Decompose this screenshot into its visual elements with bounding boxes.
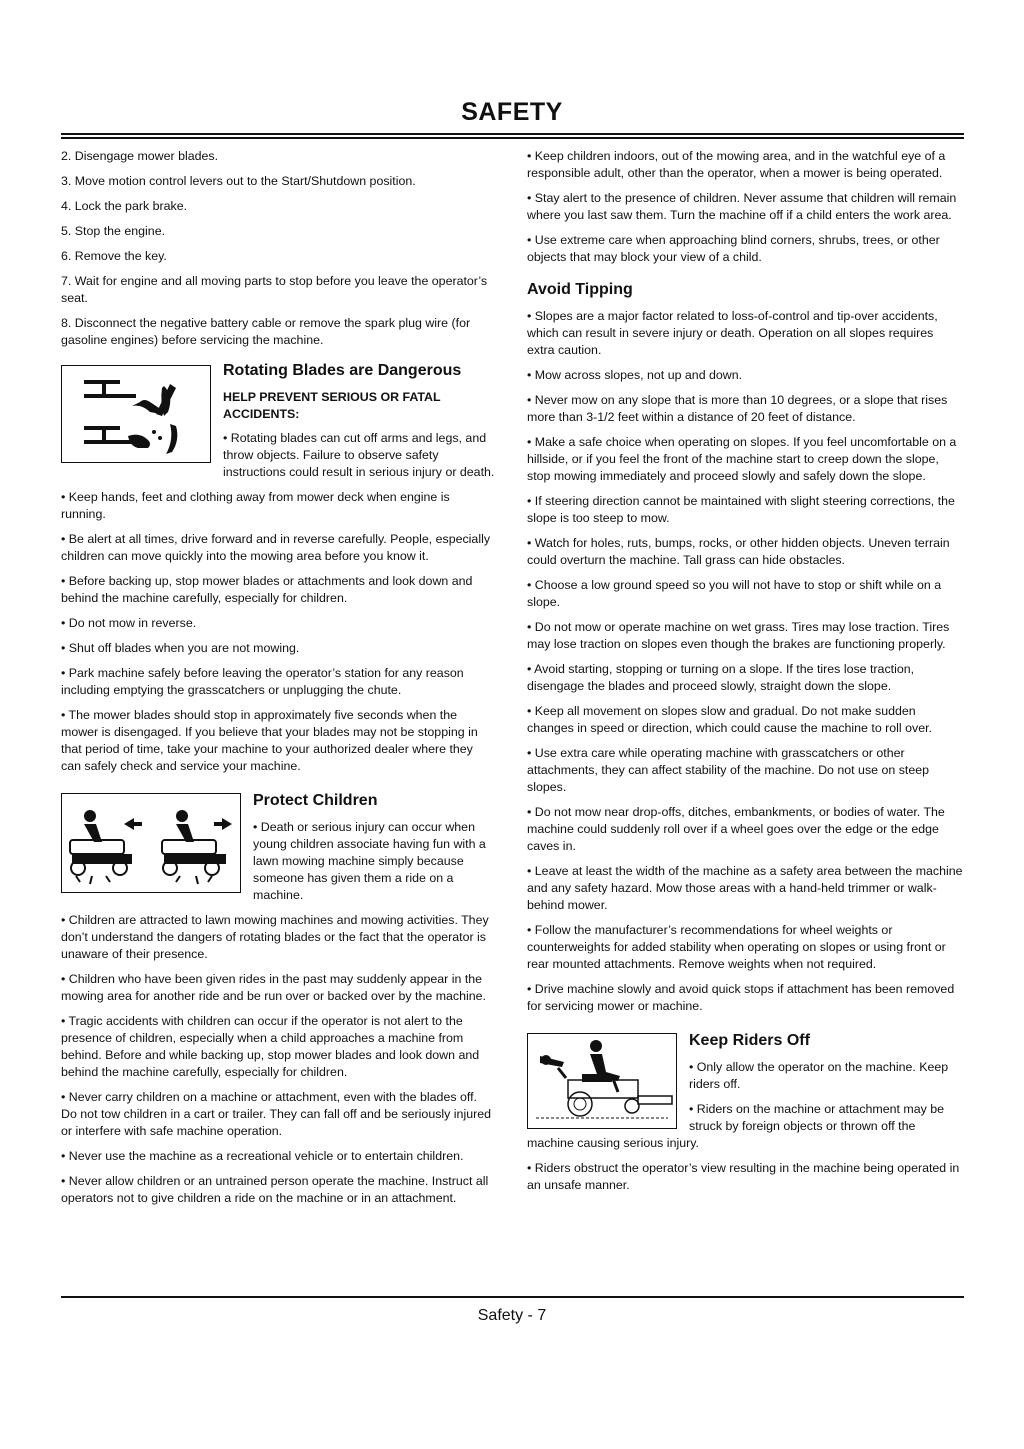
list-item: • Keep children indoors, out of the mowing area, and in the watchful eye of a responsible adult, other than the operator, when a mower is being operated. bbox=[527, 149, 946, 180]
list-item: • Do not mow or operate machine on wet grass. Tires may lose traction. Tires may lose traction on slopes even though the brakes are functioning properly. bbox=[527, 620, 950, 651]
list-item: • The mower blades should stop in approximately five seconds when the mower is disengaged. If you believe that your blades may not be stopping in that period of time, take your machine to your authorized dealer where they can safely check and service your machine. bbox=[61, 708, 478, 773]
list-item: • Drive machine slowly and avoid quick stops if attachment has been removed for servicing mower or machine. bbox=[527, 982, 955, 1013]
list-item: • Use extra care while operating machine with grasscatchers or other attachments, they can affect stability of the machine. Do not use on steep slopes. bbox=[527, 746, 930, 794]
list-item: • Only allow the operator on the machine. Keep riders off. bbox=[689, 1060, 949, 1091]
list-item: • Follow the manufacturer’s recommendations for wheel weights or counterweights for added stability when operating on slopes or using front or rear mounted attachments. Remove weights when not required. bbox=[527, 923, 946, 971]
list-item: • Keep all movement on slopes slow and gradual. Do not make sudden changes in speed or direction, which could cause the machine to roll over. bbox=[527, 704, 932, 735]
rotating-blades-hazard-icon bbox=[61, 365, 211, 463]
section-title-riders: Keep Riders Off bbox=[689, 1032, 810, 1049]
list-item: • Shut off blades when you are not mowing. bbox=[61, 641, 300, 655]
step-8: 8. Disconnect the negative battery cable or remove the spark plug wire (for gasoline engines) before servicing the machine. bbox=[61, 316, 471, 347]
list-item: • Children are attracted to lawn mowing machines and mowing activities. They don’t understand the dangers of rotating blades or the fact that the operator is unaware of their presence. bbox=[61, 913, 489, 961]
section-title-blades: Rotating Blades are Dangerous bbox=[223, 362, 462, 379]
list-item: • Avoid starting, stopping or turning on a slope. If the tires lose traction, disengage the blades and proceed slowly, straight down the slope. bbox=[527, 662, 915, 693]
section-title-tipping: Avoid Tipping bbox=[527, 281, 633, 298]
header-rule bbox=[61, 133, 964, 140]
list-item: • Stay alert to the presence of children. Never assume that children will remain where you last saw them. Turn the machine off if a child enters the work area. bbox=[527, 191, 957, 222]
list-item: • Tragic accidents with children can occur if the operator is not alert to the presence of children, especially when a child approaches a machine from behind. Before and while backing up, stop mower blades and look down and behind the machine carefully, especially for children. bbox=[61, 1014, 480, 1079]
step-3: 3. Move motion control levers out to the Start/Shutdown position. bbox=[61, 174, 416, 188]
list-item: • If steering direction cannot be maintained with slight steering corrections, the slope is too steep to mow. bbox=[527, 494, 955, 525]
list-item: • Never allow children or an untrained person operate the machine. Instruct all operators not to give children a ride on the machine or in an attachment. bbox=[61, 1174, 489, 1205]
left-column bbox=[61, 148, 495, 1215]
list-item: • Make a safe choice when operating on slopes. If you feel uncomfortable on a hillside, or if you feel the front of the machine start to creep down the slope, stop mowing immediately and proceed slowly and safely down the slope. bbox=[527, 435, 957, 483]
list-item: • Rotating blades can cut off arms and legs, and throw objects. Failure to observe safety instructions could result in serious injury or death. bbox=[223, 431, 495, 479]
list-item: • Before backing up, stop mower blades or attachments and look down and behind the machine carefully, especially for children. bbox=[61, 574, 473, 605]
list-item: • Death or serious injury can occur when young children associate having fun with a lawn mowing machine simply because someone has given them a ride on a machine. bbox=[253, 820, 486, 902]
list-item: • Riders obstruct the operator’s view resulting in the machine being operated in an unsafe manner. bbox=[527, 1161, 960, 1192]
step-4: 4. Lock the park brake. bbox=[61, 199, 188, 213]
page-number: Safety - 7 bbox=[477, 1307, 547, 1324]
list-item: • Watch for holes, ruts, bumps, rocks, or other hidden objects. Uneven terrain could overturn the machine. Tall grass can hide obstacles. bbox=[527, 536, 950, 567]
list-item: • Never carry children on a machine or attachment, even with the blades off. Do not tow children in a cart or trailer. They can fall off and be seriously injured or interfere with safe machine operation. bbox=[61, 1090, 491, 1138]
page-title: SAFETY bbox=[461, 98, 563, 126]
list-item: • Use extreme care when approaching blind corners, shrubs, trees, or other objects that may block your view of a child. bbox=[527, 233, 940, 264]
step-6: 6. Remove the key. bbox=[61, 249, 167, 263]
list-item: • Do not mow in reverse. bbox=[61, 616, 197, 630]
list-item: • Choose a low ground speed so you will not have to stop or shift while on a slope. bbox=[527, 578, 942, 609]
section-subtitle-blades: HELP PREVENT SERIOUS OR FATAL ACCIDENTS: bbox=[223, 390, 441, 421]
list-item: • Never mow on any slope that is more than 10 degrees, or a slope that rises more than 3-1/2 feet within a distance of 20 feet of distance. bbox=[527, 393, 948, 424]
step-5: 5. Stop the engine. bbox=[61, 224, 166, 238]
list-item: • Riders on the machine or attachment may be struck by foreign objects or thrown off the machine causing serious injury. bbox=[527, 1102, 945, 1150]
list-item: • Children who have been given rides in the past may suddenly appear in the mowing area for another ride and be run over or backed over by the machine. bbox=[61, 972, 486, 1003]
list-item: • Park machine safely before leaving the operator’s station for any reason including emptying the grasscatchers or unplugging the chute. bbox=[61, 666, 464, 697]
list-item: • Never use the machine as a recreational vehicle or to entertain children. bbox=[61, 1149, 464, 1163]
step-2: 2. Disengage mower blades. bbox=[61, 149, 219, 163]
step-7: 7. Wait for engine and all moving parts to stop before you leave the operator’s seat. bbox=[61, 274, 488, 305]
list-item: • Leave at least the width of the machine as a safety area between the machine and any safety hazard. Mow those areas with a hand-held trimmer or walk-behind mower. bbox=[527, 864, 963, 912]
list-item: • Do not mow near drop-offs, ditches, embankments, or bodies of water. The machine could suddenly roll over if a wheel goes over the edge or the edge caves in. bbox=[527, 805, 945, 853]
list-item: • Be alert at all times, drive forward and in reverse carefully. People, especially children can move quickly into the mowing area before you know it. bbox=[61, 532, 491, 563]
list-item: • Mow across slopes, not up and down. bbox=[527, 368, 743, 382]
keep-riders-off-icon bbox=[527, 1033, 677, 1129]
section-title-children: Protect Children bbox=[253, 792, 378, 809]
right-column bbox=[527, 148, 964, 1202]
list-item: • Keep hands, feet and clothing away from mower deck when engine is running. bbox=[61, 490, 450, 521]
protect-children-icon bbox=[61, 793, 241, 893]
footer-rule bbox=[61, 1296, 964, 1298]
list-item: • Slopes are a major factor related to loss-of-control and tip-over accidents, which can result in severe injury or death. Operation on all slopes requires extra caution. bbox=[527, 309, 938, 357]
